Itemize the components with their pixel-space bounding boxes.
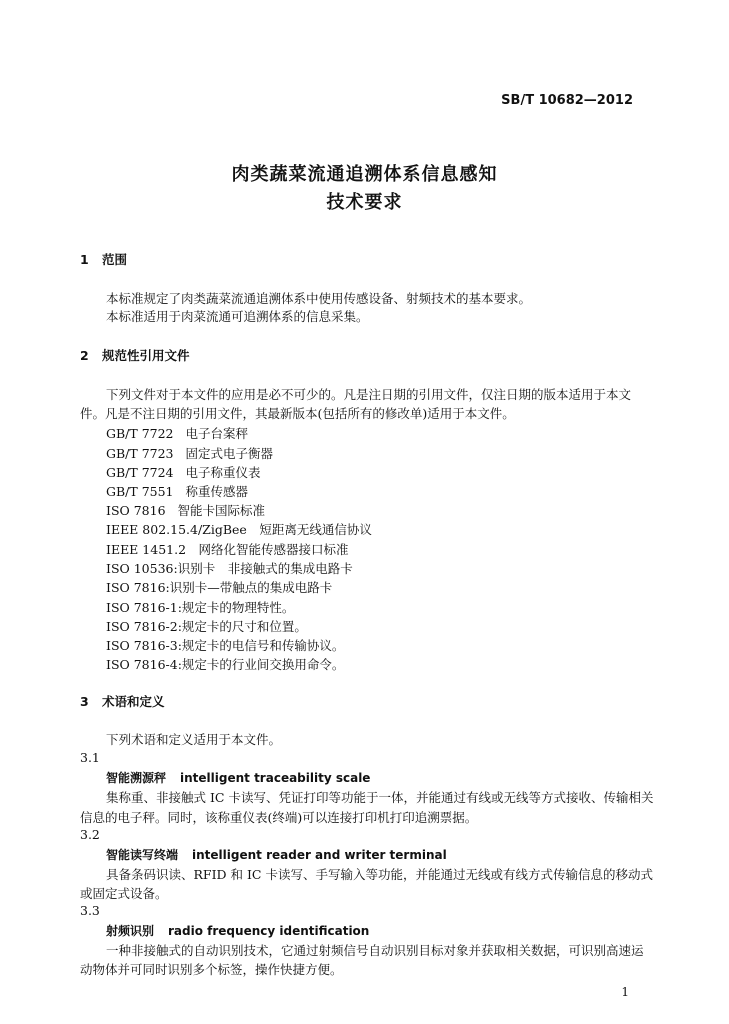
reference-item: ISO 10536:识别卡 非接触式的集成电路卡 [106,561,353,576]
term-heading [106,922,369,939]
term-number: 3.3 [80,903,100,918]
reference-item [106,424,248,442]
term-english: radio frequency identification [168,924,370,938]
paragraph: 下列文件对于本文件的应用是必不可少的。凡是注日期的引用文件，仅注日期的版本适用于本文 [106,387,632,402]
document-title-line2: 技术要求 [326,192,403,213]
reference-item: ISO 7816-2:规定卡的尺寸和位置。 [106,619,307,634]
section-1-heading [80,250,127,268]
term-definition: 或固定式设备。 [80,886,168,901]
reference-code: GB/T 7724 [106,465,174,480]
term-definition: 动物体并可同时识别多个标签，操作快捷方便。 [80,962,343,977]
reference-item: ISO 7816-4:规定卡的行业间交换用命令。 [106,657,345,672]
paragraph: 本标准规定了肉类蔬菜流通追溯体系中使用传感设备、射频技术的基本要求。 [106,291,532,306]
term-definition: 具备条码识读、RFID 和 IC 卡读写、手写输入等功能，并能通过无线或有线方式传输信息的移动式 [106,867,653,882]
reference-item [106,482,248,500]
reference-code: GB/T 7723 [106,446,174,461]
reference-item [106,444,273,462]
paragraph: 下列术语和定义适用于本文件。 [106,732,282,747]
section-number: 2 [80,348,89,363]
term-heading [106,769,370,786]
reference-item: IEEE 1451.2 网络化智能传感器接口标准 [106,542,349,557]
document-title-line1: 肉类蔬菜流通追溯体系信息感知 [231,164,498,185]
section-title: 范围 [102,252,128,267]
reference-item: ISO 7816-3:规定卡的电信号和传输协议。 [106,638,345,653]
section-title: 术语和定义 [102,694,165,709]
reference-code: GB/T 7551 [106,484,174,499]
term-english: intelligent traceability scale [180,771,371,785]
term-definition: 集称重、非接触式 IC 卡读写、凭证打印等功能于一体，并能通过有线或无线等方式接收、传输相关 [106,790,654,805]
term-definition: 一种非接触式的自动识别技术，它通过射频信号自动识别目标对象并获取相关数据，可识别高速运 [106,943,644,958]
reference-name: 固定式电子衡器 [185,446,274,461]
reference-name: 称重传感器 [185,484,249,499]
standard-code: SB/T 10682—2012 [501,93,633,108]
reference-name: 智能卡国际标准 [177,503,266,518]
term-english: intelligent reader and writer terminal [192,848,447,862]
term-chinese: 射频识别 [106,924,155,938]
section-title: 规范性引用文件 [102,348,190,363]
term-number: 3.2 [80,827,100,842]
reference-name: 电子台案秤 [185,426,249,441]
term-chinese: 智能读写终端 [106,848,179,862]
section-number: 1 [80,252,89,267]
reference-item [106,463,261,481]
reference-item: ISO 7816-1:规定卡的物理特性。 [106,600,295,615]
reference-item [106,501,265,519]
page-number: 1 [621,985,629,999]
reference-code: GB/T 7722 [106,426,174,441]
section-3-heading [80,692,165,710]
paragraph: 件。凡是不注日期的引用文件，其最新版本(包括所有的修改单)适用于本文件。 [80,406,515,421]
term-definition: 信息的电子秤。同时，该称重仪表(终端)可以连接打印机打印追溯票据。 [80,810,478,825]
reference-item: IEEE 802.15.4/ZigBee 短距离无线通信协议 [106,522,372,537]
section-number: 3 [80,694,89,709]
reference-code: ISO 7816 [106,503,166,518]
term-heading [106,846,447,863]
section-2-heading [80,346,190,364]
reference-item: ISO 7816:识别卡—带触点的集成电路卡 [106,580,333,595]
term-number: 3.1 [80,750,100,765]
reference-name: 电子称重仪表 [185,465,261,480]
paragraph: 本标准适用于肉菜流通可追溯体系的信息采集。 [106,309,369,324]
term-chinese: 智能溯源秤 [106,771,167,785]
